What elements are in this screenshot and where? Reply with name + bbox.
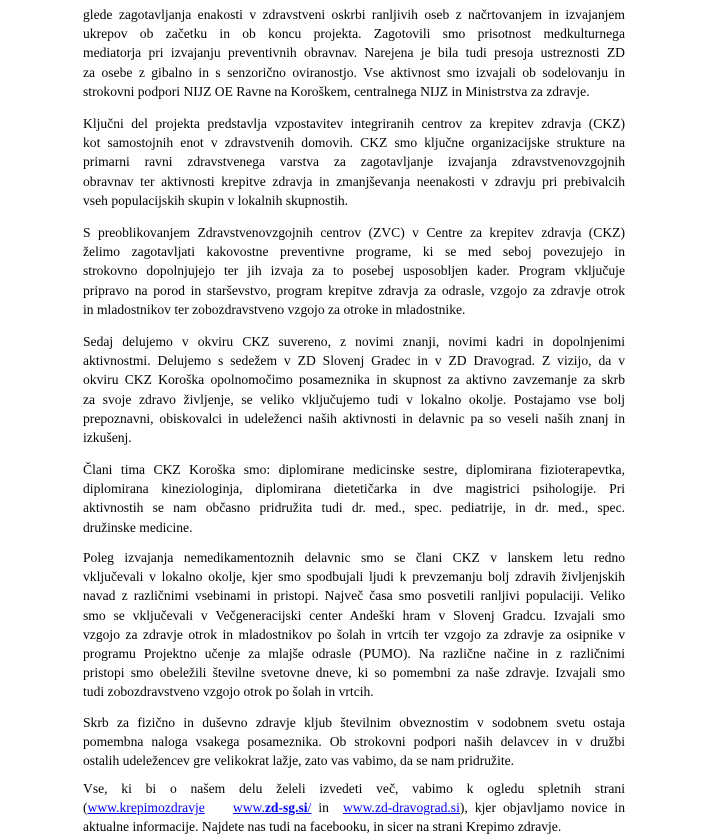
text-line: mediatorja pri izvajanju preventivnih obravnav. Narejena je bila tudi presoja ustreznosti ZD <box>83 45 625 61</box>
text-line: strokovni podpori NIJZ OE Ravne na Koroškem, centralnega NIJZ in Ministrstva za zdravje. <box>83 83 590 99</box>
text-line: ostalih udeležencev gre velikokrat lažje, zato vas vabimo, da se nam pridružite. <box>83 753 515 769</box>
text-line: Skrb za fizično in duševno zdravje kljub številnim obveznostim v sodobnem svetu ostaja <box>83 715 625 730</box>
text-line: želimo zagotavljati kakovostne preventivne programe, ki se med seboj povezujejo in <box>83 244 625 260</box>
text-line: aktivnostmi. Delujemo s sedežem v ZD Slovenj Gradec in v ZD Dravograd. Z vizijo, da v <box>83 353 625 369</box>
text-line: Ključni del projekta predstavlja vzpostavitev integriranih centrov za krepitev zdravja (CKZ) <box>83 116 625 131</box>
paragraph-team-members <box>83 460 625 537</box>
text-line: Vse, ki bi o našem delu želeli izvedeti več, vabimo k ogledu spletnih strani <box>83 781 625 796</box>
link-zd-sg-domain: zd-sg.si <box>264 800 308 816</box>
text-line: pristopi smo obeležili številne svetovne dneve, ki so pomembni za naše zdravje. Izvajali smo <box>83 665 625 681</box>
link-zd-sg[interactable] <box>233 800 311 815</box>
paragraph-zvc-transformation <box>83 223 625 319</box>
link-zd-dravograd[interactable]: www.zd-dravograd.si <box>342 800 460 816</box>
after-links-text: ), kjer objavljamo novice in <box>459 800 625 816</box>
paragraph-activities <box>83 548 625 702</box>
text-line: S preoblikovanjem Zdravstvenovzgojnih centrov (ZVC) v Centre za krepitev zdravja (CKZ) <box>83 225 625 240</box>
text-line: glede zagotavljanja enakosti v zdravstveni oskrbi ranljivih oseb z načrtovanjem in izvajanjem <box>83 7 625 22</box>
text-line: okviru CKZ Koroška opolnomočimo posameznika in skupnost za aktivno zavzemanje za skrb <box>83 372 625 388</box>
text-line: obravnav ter aktivnosti krepitve zdravja in zmanjševanja neenakosti v zdravju pri prebivalcih <box>83 173 625 189</box>
text-line: vključevali v lokalno okolje, kjer smo spodbujali ljudi k prevzemanju bolj zdravih življenjskih <box>83 569 625 585</box>
text-line: vseh populacijskih skupin v lokalnih skupnostih. <box>83 192 349 208</box>
text-line: in mladostnikov ter zobozdravstveno vzgojo za otroke in mladostnike. <box>83 301 466 317</box>
links-line <box>83 798 625 817</box>
text-line: Sedaj delujemo v okviru CKZ suvereno, z novimi znanji, novimi kadri in dopolnjenimi <box>83 334 625 349</box>
paragraph-equity <box>83 5 625 101</box>
text-line: pripravo na porod in starševstvo, program krepitve zdravja za odrasle, vzgojo za zdravje otrok <box>83 282 625 298</box>
paragraph-invitation <box>83 713 625 771</box>
text-line: strokovno dopolnjujejo ter jih izvaja za to posebej usposobljen kader. Program vključuje <box>83 263 625 279</box>
text-line: izkušenj. <box>83 430 132 446</box>
in-word: in <box>311 800 336 816</box>
link-krepimozdravje[interactable]: www.krepimozdravje <box>87 800 205 816</box>
text-line: Poleg izvajanja nemedikamentoznih delavnic smo se člani CKZ v lanskem letu redno <box>83 550 625 565</box>
text-line: kot samostojnih enot v zdravstvenih domovih. CKZ smo ključne organizacijske strukture na <box>83 135 625 151</box>
link-zd-sg-prefix: www. <box>232 800 265 816</box>
text-line: za svoje zdravo življenje, se veliko vključujemo tudi v lokalno okolje. Postajamo vse bolj <box>83 391 625 407</box>
text-line: za osebe z gibalno in s senzorično oviranostjo. Vse aktivnost smo izvajali ob sodelovanju in <box>83 64 625 80</box>
text-line: prepoznavni, obiskovalci in udeleženci naših aktivnosti in delavnic pa so veseli naših znanj in <box>83 410 625 426</box>
paragraph-current-work <box>83 332 625 447</box>
text-line: aktualne informacije. Najdete nas tudi na facebooku, in sicer na strani Krepimo zdravje. <box>83 819 562 835</box>
paragraph-closing <box>83 779 625 837</box>
text-line: vzgojo za zdravje otrok in mladostnikov po šolah in vrtcih ter vzgojo za zdravje za osipnike v <box>83 626 625 642</box>
text-line: družinske medicine. <box>83 519 193 535</box>
text-line: diplomirana kineziologinja, diplomirana dietetičarka in dve magistrici psihologije. Pri <box>83 481 625 497</box>
open-paren: ( <box>83 800 88 816</box>
text-line: pomembna naloga vsakega posameznika. Ob strokovni podpori naših delavcev in v družbi <box>83 734 625 750</box>
text-line: programu Projektno učenje za mlajše odrasle (PUMO). Na različne načine in z različnimi <box>83 646 625 662</box>
text-line: smo se vključevali v Večgeneracijski center Andeški hram v Slovenj Gradcu. Izvajali smo <box>83 607 625 623</box>
text-line: Člani tima CKZ Koroška smo: diplomirane medicinske sestre, diplomirana fizioterapevtka, <box>83 462 625 477</box>
text-line: tudi zobozdravstveno vzgojo otrok po šolah in vrtcih. <box>83 684 374 700</box>
text-line: aktivnostih se nam občasno pridružita tudi dr. med., spec. pediatrije, in dr. med., spec. <box>83 500 625 516</box>
text-line: navad z različnimi vsebinami in pristopi. Največ časa smo posvetili ranljivi populaciji. Veliko <box>83 588 625 604</box>
link-zd-sg-suffix: / <box>307 800 312 816</box>
text-line: ukrepov ob začetku in ob koncu projekta. Zagotovili smo prisotnost medkulturnega <box>83 26 625 42</box>
paragraph-ckz-centers <box>83 114 625 210</box>
text-line: primarni ravni zdravstvenega varstva za zagotavljanje izvajanja zdravstvenovzgojnih <box>83 154 625 170</box>
